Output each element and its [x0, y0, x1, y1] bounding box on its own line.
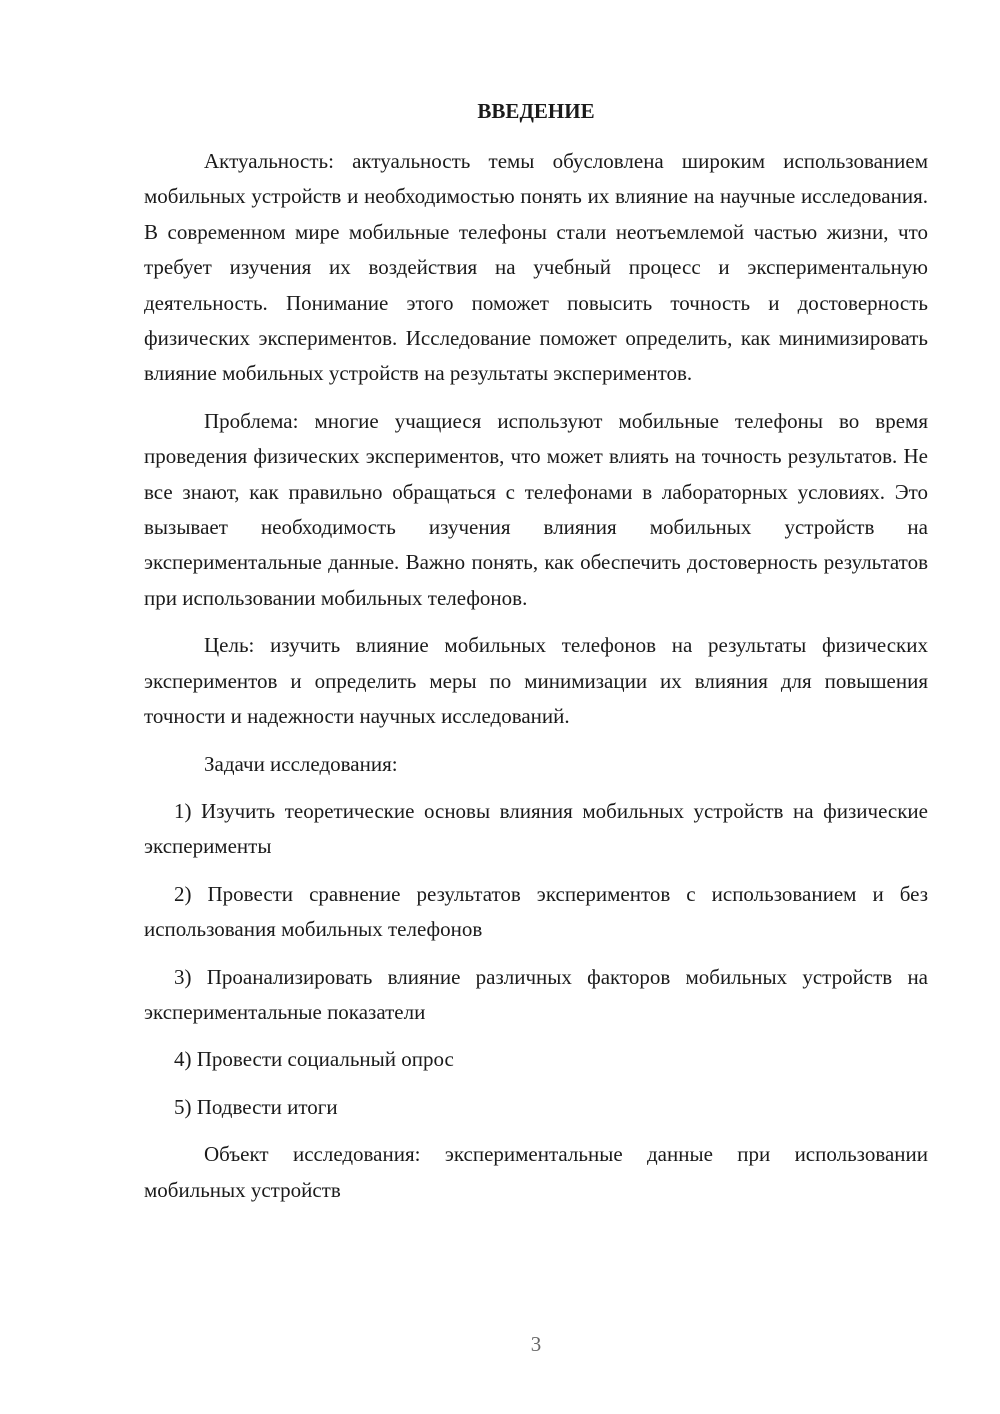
problem-paragraph: Проблема: многие учащиеся используют мобильные телефоны во время проведения физических экспериментов, что может влиять на точность результатов. Не все знают, как правильно обращаться с телефонами в лабораторных условиях. Это вызывает необходимость изучения влияния мобильных устройств на экспериментальные данные. Важно понять, как обеспечить достоверность результатов при использовании мобильных телефонов.: [144, 408, 928, 610]
page-number: 3: [530, 1332, 542, 1356]
task-item: 5) Подвести итоги: [174, 1094, 338, 1119]
tasks-heading: Задачи исследования:: [204, 751, 398, 776]
relevance-paragraph: Актуальность: актуальность темы обусловлена широким использованием мобильных устройств и необходимостью понять их влияние на научные исследования. В современном мире мобильные телефоны стали неотъемлемой частью жизни, что требует изучения их воздействия на учебный процесс и экспериментальную деятельность. Понимание этого поможет повысить точность и достоверность физических экспериментов. Исследование поможет определить, как минимизировать влияние мобильных устройств на результаты экспериментов.: [144, 149, 928, 386]
task-item: 2) Провести сравнение результатов экспериментов с использованием и без использования мобильных телефонов: [144, 881, 928, 942]
page-title: ВВЕДЕНИЕ: [477, 99, 595, 123]
task-item: 3) Проанализировать влияние различных факторов мобильных устройств на экспериментальные показатели: [144, 964, 928, 1024]
goal-paragraph: Цель: изучить влияние мобильных телефонов на результаты физических экспериментов и определить меры по минимизации их влияния для повышения точности и надежности научных исследований.: [144, 633, 928, 729]
document-page: [144, 96, 928, 1220]
object-paragraph: Объект исследования: экспериментальные данные при использовании мобильных устройств: [144, 1142, 928, 1202]
task-item: 1) Изучить теоретические основы влияния мобильных устройств на физические эксперименты: [144, 798, 928, 859]
task-item: 4) Провести социальный опрос: [174, 1047, 454, 1072]
